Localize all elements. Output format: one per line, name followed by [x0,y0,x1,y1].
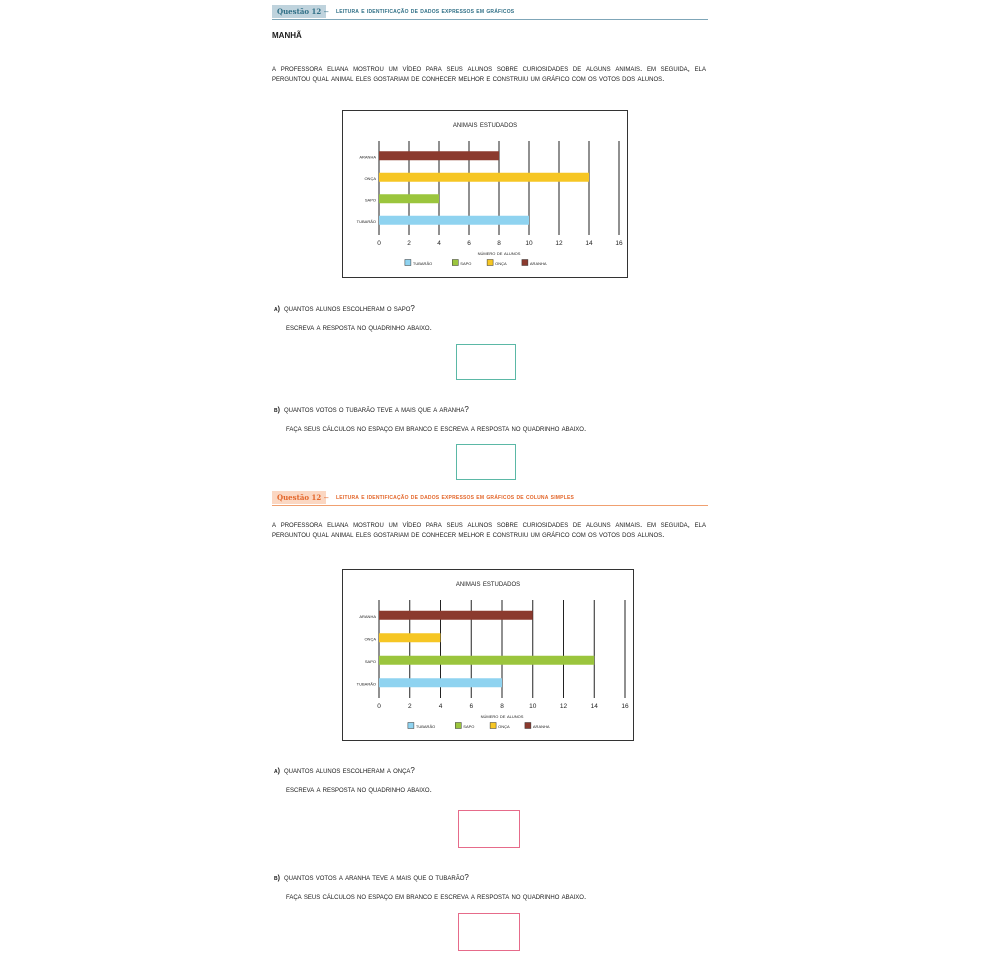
period-label: MANHÃ [272,31,302,40]
legend-label: sapo [460,261,472,267]
legend-swatch-sapo [455,723,461,729]
question-a-label: a) [274,768,280,775]
header-dash: – [324,493,329,502]
chart-title: animais estudados [455,578,521,588]
legend-swatch-aranha [525,723,531,729]
x-tick-label: 10 [529,703,537,710]
legend-swatch-tubarao [408,723,414,729]
x-tick-label: 2 [407,703,412,710]
legend-label: tubarão [415,724,436,730]
x-tick-label: 4 [438,703,443,710]
legend-label: onça [498,724,510,730]
bar-onca [379,173,589,182]
x-tick-label: 0 [377,703,381,710]
y-category-label: onça [364,636,376,643]
question-a-label: a) [274,306,280,313]
question-b-instruction: faça seus cálculos no espaço em branco e escreva a resposta no quadrinho abaixo. [286,892,587,901]
legend-label: sapo [463,724,475,730]
question-skill-title: leitura e identificação de dados expressos em gráficos [336,8,515,15]
x-axis-label: número de alunos [477,251,521,257]
bar-tubarao [379,678,502,687]
x-tick-label: 4 [437,240,441,247]
header-dash: – [324,7,329,16]
question-12-section-column [272,489,708,901]
legend-swatch-onca [490,723,496,729]
question-a-text: quantos alunos escolheram a onça? [283,766,415,775]
question-skill-title: leitura e identificação de dados expressos em gráficos de coluna simples [336,494,575,501]
question-a [274,303,432,334]
question-a [274,765,432,796]
question-a-instruction: escreva a resposta no quadrinho abaixo. [286,323,432,332]
x-tick-label: 8 [500,703,504,710]
question-12-section-morning [272,3,708,433]
legend-label: onça [495,261,507,267]
question-b [274,404,586,435]
question-number-tag: Questão 12 [272,5,326,18]
y-category-label: onça [364,175,376,182]
question-intro: a professora eliana mostrou um vídeo para seus alunos sobre curiosidades de alguns animais. em seguida, ela perguntou qual animal eles gostariam de conhecer melhor e construiu um gráfico com os votos dos alunos. [272,520,706,539]
question-b-label: b) [274,875,280,882]
bar-sapo [379,194,439,203]
question-b-text: quantos votos o tubarão teve a mais que a aranha? [283,405,469,414]
question-a-text: quantos alunos escolheram o sapo? [283,304,415,313]
x-tick-label: 16 [615,240,623,247]
y-category-label: aranha [359,154,376,161]
bar-chart-animals [342,569,634,741]
question-b-label: b) [274,407,280,414]
chart-svg [343,111,627,277]
answer-box-b[interactable] [458,913,520,951]
question-number-tag: Questão 12 [272,491,326,504]
legend-swatch-sapo [452,260,458,266]
legend-swatch-onca [487,260,493,266]
x-tick-label: 12 [559,703,568,710]
question-header [272,489,708,506]
bar-tubarao [379,216,529,225]
question-header [272,3,708,20]
answer-box-a[interactable] [458,810,520,848]
answer-box-b[interactable] [456,444,516,480]
legend-label: aranha [529,261,547,267]
legend-swatch-aranha [522,260,528,266]
question-b-instruction: faça seus cálculos no espaço em branco e escreva a resposta no quadrinho abaixo. [286,424,587,433]
question-b [274,872,586,903]
x-tick-label: 14 [585,240,593,247]
question-a-instruction: escreva a resposta no quadrinho abaixo. [286,785,432,794]
x-tick-label: 6 [469,703,474,710]
x-tick-label: 2 [407,240,411,247]
x-tick-label: 10 [525,240,533,247]
x-tick-label: 14 [590,703,598,710]
y-category-label: tubarão [356,218,376,225]
question-b-text: quantos votos a aranha teve a mais que o tubarão? [283,873,469,882]
x-tick-label: 12 [555,240,563,247]
chart-svg [343,570,633,740]
legend-swatch-tubarao [405,260,411,266]
y-category-label: sapo [364,197,376,204]
y-category-label: sapo [364,658,376,665]
answer-box-a[interactable] [456,344,516,380]
legend-label: aranha [532,724,550,730]
bar-chart-animals [342,110,628,278]
x-tick-label: 0 [377,240,381,247]
bar-aranha [379,611,533,620]
bar-aranha [379,151,499,160]
bar-onca [379,633,441,642]
bar-sapo [379,656,594,665]
x-axis-label: número de alunos [480,714,524,720]
y-category-label: aranha [359,613,376,620]
question-intro: a professora eliana mostrou um vídeo para seus alunos sobre curiosidades de alguns animais. em seguida, ela perguntou qual animal eles gostariam de conhecer melhor e construiu um gráfico com os votos dos alunos. [272,64,706,83]
chart-title: animais estudados [452,119,518,129]
y-category-label: tubarão [356,681,376,688]
legend-label: tubarão [412,261,433,267]
x-tick-label: 8 [497,240,501,247]
x-tick-label: 16 [621,703,629,710]
x-tick-label: 6 [467,240,471,247]
